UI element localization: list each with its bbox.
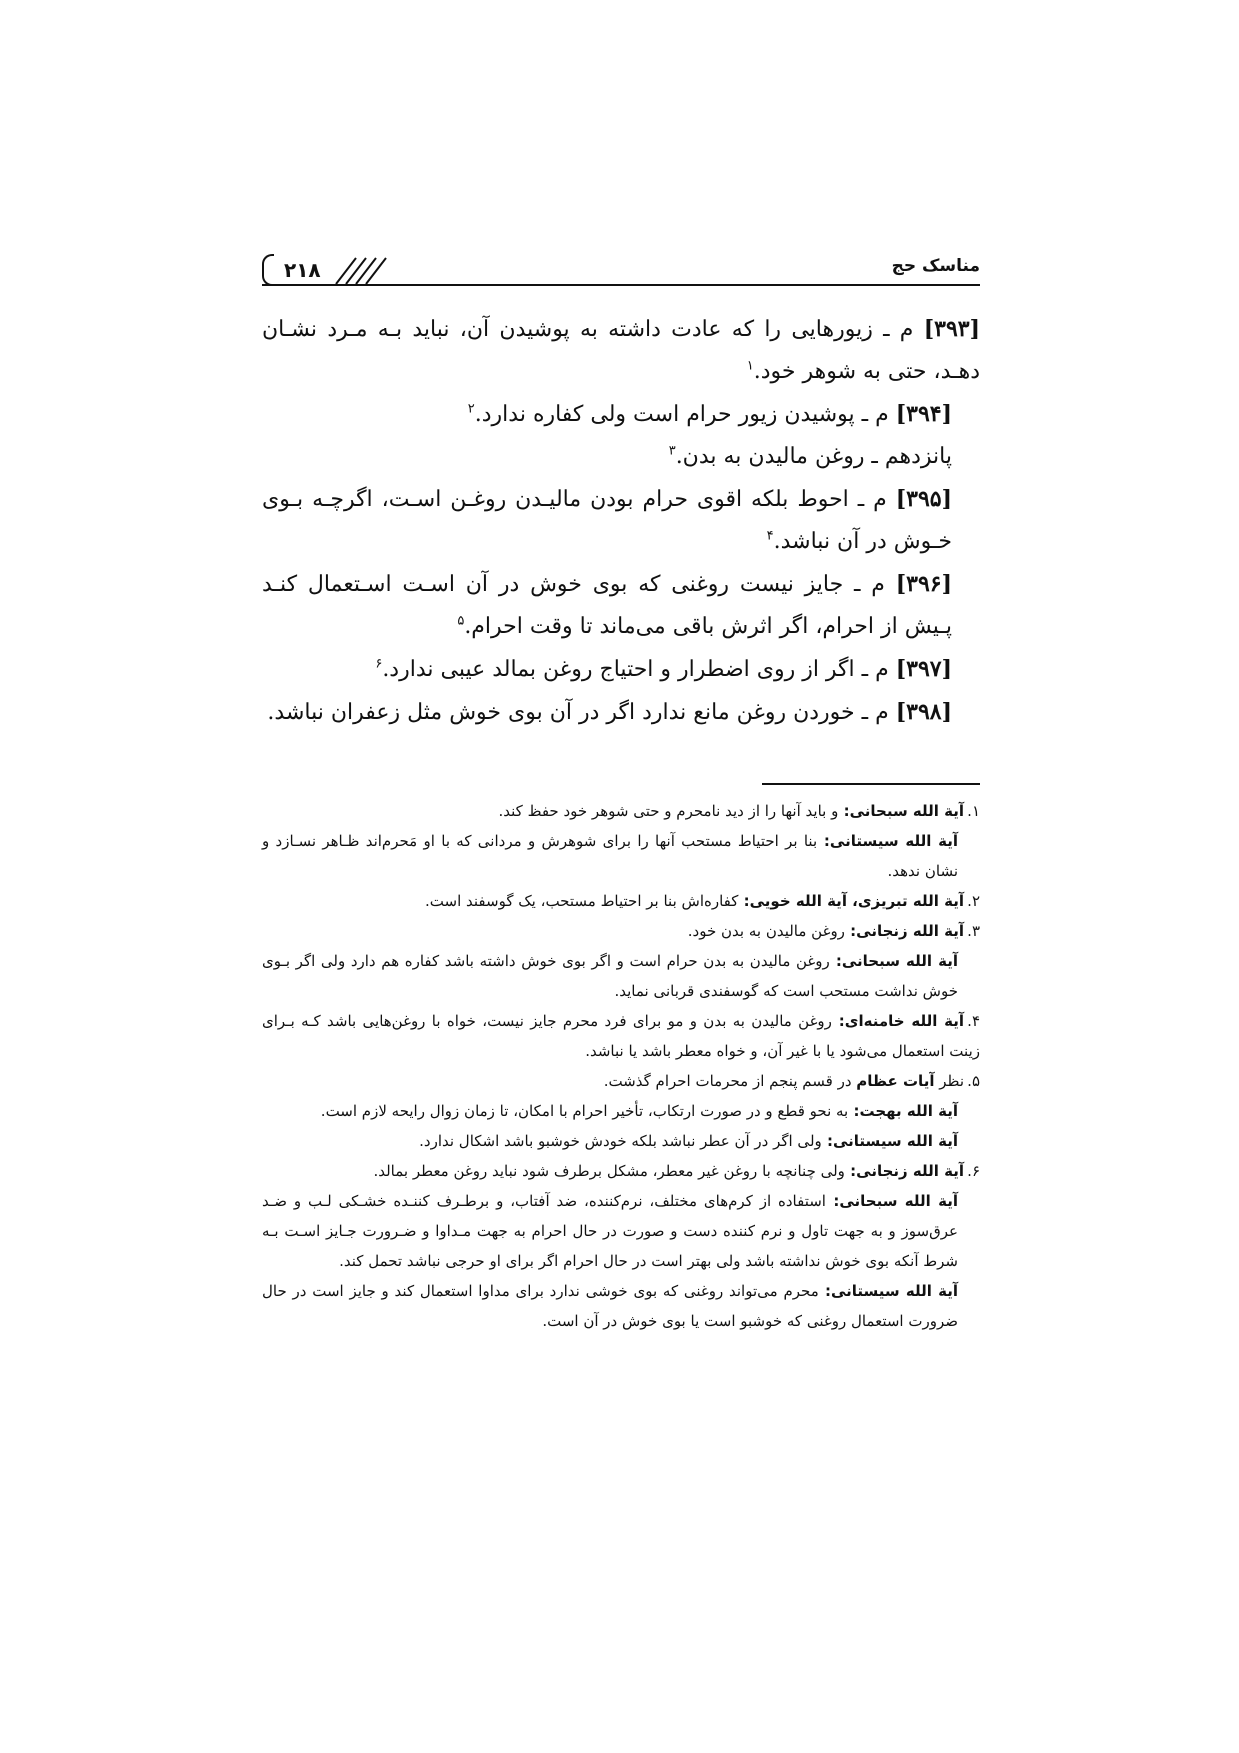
paragraph-text: م ـ زیورهایی را که عادت داشته به پوشیدن آن، نباید بـه مـرد نشـان دهـد، حتی به شوهر خود. — [262, 317, 980, 384]
main-text — [262, 308, 980, 734]
footnote — [262, 1186, 980, 1276]
footnote-text: نظر — [934, 1072, 964, 1090]
header-rule — [262, 284, 980, 286]
issue-number: [۳۹۴] — [895, 401, 952, 427]
footnote-separator — [762, 783, 980, 785]
footnote-text: کفاره‌اش بنا بر احتیاط مستحب، یک گوسفند است. — [425, 892, 739, 910]
footnote — [262, 946, 980, 1006]
footnote-number: ۶. — [967, 1162, 980, 1180]
authority-name: آیات عظام — [856, 1072, 935, 1090]
footnote-number: ۱. — [967, 802, 980, 820]
footnote — [262, 1126, 980, 1156]
footnote — [262, 1276, 980, 1336]
authority-name: آیة الله سبحانی: — [825, 1192, 959, 1210]
paragraph-text: م ـ خوردن روغن مانع ندارد اگر در آن بوی خوش مثل زعفران نباشد. — [267, 700, 889, 725]
authority-name: آیة الله بهجت: — [848, 1102, 958, 1120]
footnote-text: به نحو قطع و در صورت ارتکاب، تأخیر احرام با امکان، تا زمان زوال رایحه لازم است. — [320, 1102, 849, 1120]
authority-name: آیة الله زنجانی: — [844, 1162, 964, 1180]
footnote-ref: ۲ — [467, 401, 475, 417]
paragraph-397 — [262, 648, 980, 691]
footnote-text: و باید آنها را از دید نامحرم و حتی شوهر خود حفظ کند. — [498, 802, 839, 820]
paragraph-394 — [262, 393, 980, 436]
footnote — [262, 1096, 980, 1126]
footnote — [262, 826, 980, 886]
footnote-ref: ۵ — [457, 613, 465, 629]
running-header — [262, 252, 980, 292]
footnote-ref: ۴ — [766, 528, 774, 544]
authority-name: آیة الله سیستانی: — [817, 832, 959, 850]
footnote-ref: ۳ — [668, 443, 676, 459]
section-heading-text: پانزدهم ـ روغن مالیدن به بدن. — [675, 444, 952, 469]
paragraph-text: م ـ احوط بلکه اقوی حرام بودن مالیـدن روغـن اسـت، اگرچـه بـوی خـوش در آن نباشد. — [262, 487, 952, 554]
authority-name: آیة الله تبریزی، آیة الله خویی: — [738, 892, 964, 910]
issue-number: [۳۹۳] — [923, 316, 980, 342]
footnote-text: در قسم پنجم از محرمات احرام گذشت. — [603, 1072, 857, 1090]
authority-name: آیة الله سبحانی: — [829, 952, 958, 970]
authority-name: آیة الله زنجانی: — [844, 922, 964, 940]
footnote-number: ۴. — [967, 1012, 981, 1030]
footnote — [262, 1156, 980, 1186]
footnote-text: روغن مالیدن به بدن خود. — [687, 922, 845, 940]
footnote-number: ۲. — [967, 892, 980, 910]
footnote-ref: ۱ — [746, 358, 754, 374]
footnote-text: ولی اگر در آن عطر نباشد بلکه خودش خوشبو باشد اشکال ندارد. — [419, 1132, 822, 1150]
paragraph-393 — [262, 308, 980, 393]
authority-name: آیة الله سیستانی: — [821, 1132, 958, 1150]
paragraph-398 — [262, 691, 980, 734]
footnote-text: روغن مالیدن به بدن حرام است و اگر بوی خوش داشته باشد کفاره هم دارد ولی اگر بـوی خوش نداشت مستحب است که گوسفندی قربانی نماید. — [262, 952, 958, 1000]
page-number: ۲۱۸ — [284, 258, 321, 282]
issue-number: [۳۹۷] — [895, 656, 952, 682]
footnote — [262, 796, 980, 826]
issue-number: [۳۹۶] — [895, 571, 952, 597]
footnote-number: ۵. — [967, 1072, 980, 1090]
footnote-text: ولی چنانچه با روغن غیر معطر، مشکل برطرف شود نباید روغن معطر بمالد. — [373, 1162, 845, 1180]
book-title: مناسک حج — [891, 256, 980, 276]
page-number-bracket — [262, 254, 274, 286]
authority-name: آیة الله خامنه‌ای: — [831, 1012, 965, 1030]
authority-name: آیة الله سیستانی: — [818, 1282, 958, 1300]
authority-name: آیة الله سبحانی: — [838, 802, 964, 820]
paragraph-395 — [262, 478, 980, 563]
footnote-text: استفاده از کرم‌های مختلف، نرم‌کننده، ضد آفتاب، و برطـرف کننـده خشـکی لـب و ضـد عرق‌سوز و به جهت تاول و نرم کننده دست و صورت در حال احرام به جهت مـداوا و ضـرورت جـایز اسـت بـه شرط آنکه بوی خوش نداشته باشد ولی بهتر است در حال احرام اگر برای او حرجی نباشد تحمل کند. — [262, 1192, 958, 1270]
footnotes — [262, 796, 980, 1336]
footnote-text: بنا بر احتیاط مستحب آنها را برای شوهرش و مردانی که با او مَحرم‌اند ظـاهر نسـازد و نشان ندهد. — [262, 832, 958, 880]
paragraph-text: م ـ جایز نیست روغنی که بوی خوش در آن اسـت اسـتعمال کنـد پـیش از احرام، اگر اثرش باقی می‌ماند تا وقت احرام. — [262, 572, 952, 639]
footnote — [262, 1066, 980, 1096]
paragraph-text: م ـ اگر از روی اضطرار و احتیاج روغن بمالد عیبی ندارد. — [382, 657, 889, 682]
issue-number: [۳۹۵] — [895, 486, 952, 512]
issue-number: [۳۹۸] — [895, 699, 952, 725]
paragraph-396 — [262, 563, 980, 648]
paragraph-text: م ـ پوشیدن زیور حرام است ولی کفاره ندارد. — [474, 402, 889, 427]
footnote-ref: ۶ — [375, 656, 383, 672]
footnote — [262, 886, 980, 916]
footnote-text: روغن مالیدن به بدن و مو برای فرد محرم جایز نیست، خواه با روغن‌هایی باشد کـه بـرای زینت استعمال می‌شود یا با غیر آن، و خواه معطر باشد یا نباشد. — [262, 1012, 980, 1060]
section-heading-15 — [262, 436, 980, 478]
header-ornament-icon — [334, 256, 392, 286]
footnote-text: محرم می‌تواند روغنی که بوی خوشی ندارد برای مداوا استعمال کند و جایز است در حال ضرورت استعمال روغنی که خوشبو است یا بوی خوش در آن است. — [262, 1282, 958, 1330]
footnote-number: ۳. — [967, 922, 980, 940]
footnote — [262, 1006, 980, 1066]
footnote — [262, 916, 980, 946]
